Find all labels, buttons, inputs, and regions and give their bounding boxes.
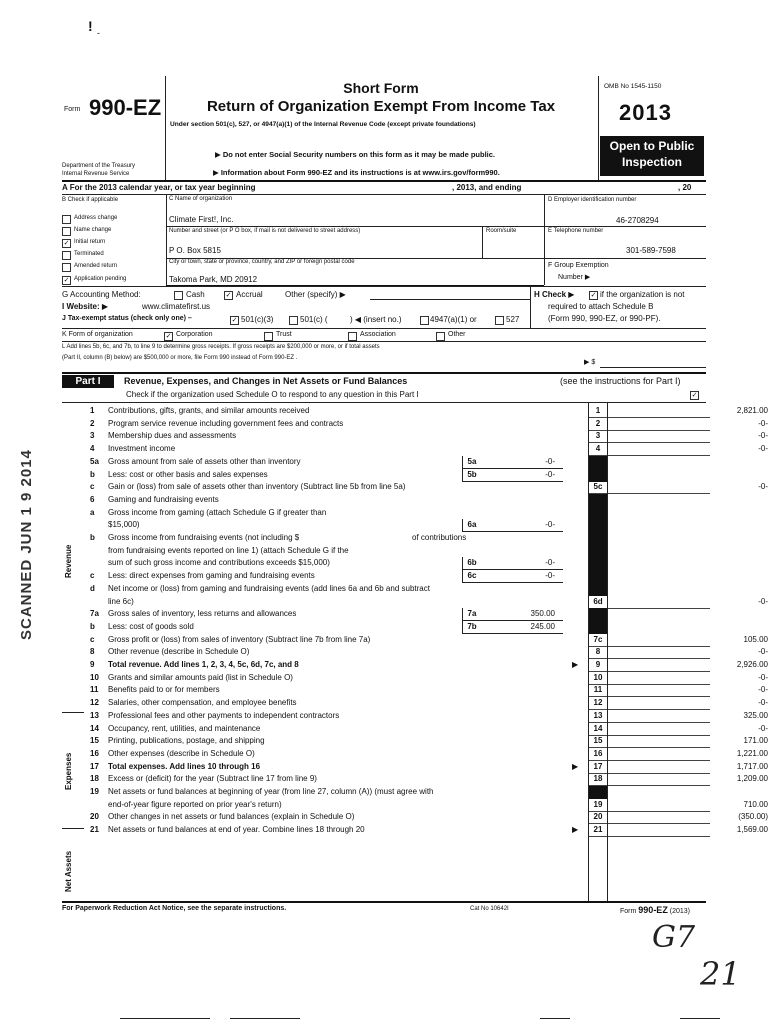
- line-number: c: [90, 571, 95, 581]
- line-number: 17: [90, 761, 99, 771]
- line-number: b: [90, 469, 95, 479]
- street-field[interactable]: P O. Box 5815: [169, 246, 221, 255]
- line-label: 19: [593, 799, 603, 809]
- line-description: Other changes in net assets or fund balances (explain in Schedule O): [108, 812, 355, 822]
- line-description: Gross profit or (loss) from sales of inventory (Subtract line 7b from line 7a): [108, 634, 371, 644]
- shaded-cell: [589, 583, 607, 596]
- line-number: 5a: [90, 456, 99, 466]
- line-number: 2: [90, 418, 95, 428]
- shaded-cell: [589, 532, 607, 545]
- line-number: 3: [90, 431, 95, 441]
- line-number: 18: [90, 774, 99, 784]
- sub-amount-field[interactable]: -0-: [545, 456, 555, 466]
- checkbox-application-pending[interactable]: ✓: [63, 277, 70, 284]
- line-row: [62, 596, 768, 608]
- line-amount-field[interactable]: -0-: [758, 431, 768, 441]
- line-amount-field[interactable]: -0-: [758, 482, 768, 492]
- label-501c3: 501(c)(3): [241, 315, 274, 324]
- ein-field[interactable]: 46-2708294: [616, 216, 659, 225]
- line-h-text-2: required to attach Schedule B: [548, 302, 654, 311]
- line-arrow: ▶: [572, 825, 579, 835]
- line-a: A For the 2013 calendar year, or tax year beginning: [62, 183, 256, 192]
- line-row: [62, 811, 768, 823]
- phone-field[interactable]: 301-589-7598: [626, 246, 676, 255]
- line-description: Contributions, gifts, grants, and similar amounts received: [108, 406, 310, 415]
- line-a-end: , 20: [678, 183, 692, 192]
- line-h-label: H Check ▶: [534, 290, 575, 299]
- label-amended-return: Amended return: [74, 263, 118, 269]
- line-row: [62, 557, 710, 569]
- line-description: Other expenses (describe in Schedule O): [108, 748, 255, 758]
- label-association: Association: [360, 331, 396, 338]
- line-amount-field[interactable]: -0-: [758, 723, 768, 733]
- sub-amount-box: [462, 621, 563, 634]
- checkbox-4947[interactable]: [420, 316, 429, 325]
- line-description: Less: cost or other basis and sales expenses: [108, 469, 268, 479]
- checkbox-schedule-b[interactable]: ✓: [590, 292, 597, 299]
- irs: Internal Revenue Service: [62, 171, 130, 177]
- scanned-stamp: SCANNED JUN 1 9 2014: [18, 449, 35, 640]
- label-4947: 4947(a)(1) or: [430, 315, 477, 324]
- line-row: [62, 824, 768, 836]
- shaded-cell: [589, 456, 607, 469]
- page-title: Return of Organization Exempt From Income Tax: [206, 98, 556, 115]
- line-l-end: ▶ $: [584, 359, 596, 366]
- ein-label: D Employer identification number: [548, 197, 637, 203]
- shaded-cell: [589, 494, 607, 507]
- line-number: d: [90, 583, 95, 593]
- line-description: Professional fees and other payments to independent contractors: [108, 710, 340, 720]
- city-label: City or town, state or province, country, and ZIP or foreign postal code: [169, 259, 355, 265]
- line-description: Investment income: [108, 444, 176, 454]
- shaded-cell: [589, 608, 607, 621]
- sub-amount-field[interactable]: -0-: [545, 520, 555, 530]
- label-other-specify: Other (specify) ▶: [285, 290, 346, 299]
- shaded-cell: [589, 621, 607, 634]
- org-form-label: K Form of organization: [62, 331, 133, 338]
- open-public-line2: Inspection: [621, 155, 682, 169]
- line-label: 13: [593, 710, 603, 720]
- line-label: 16: [593, 748, 603, 758]
- line-number: 21: [90, 825, 99, 835]
- label-application-pending: Application pending: [74, 276, 127, 282]
- website-label: I Website: ▶: [62, 302, 109, 311]
- line-row: [62, 773, 768, 785]
- line-label: 2: [595, 418, 601, 428]
- line-row: [62, 697, 768, 709]
- line-l-text1: L Add lines 5b, 6c, and 7b, to line 9 to determine gross receipts. If gross receipts are $200,000 or more, or if total assets: [62, 344, 380, 350]
- line-amount-field[interactable]: 1,221.00: [736, 748, 768, 758]
- label-initial-return: Initial return: [74, 239, 106, 245]
- line-amount-field[interactable]: -0-: [758, 444, 768, 454]
- line-row: [62, 786, 710, 798]
- line-description: Printing, publications, postage, and shipping: [108, 736, 265, 746]
- phone-label: E Telephone number: [548, 228, 604, 234]
- line-label: 18: [593, 774, 603, 784]
- shaded-cell: [589, 786, 607, 799]
- line-description: from fundraising events reported on line 1) (attach Schedule G if the: [108, 545, 349, 555]
- line-amount-field[interactable]: 171.00: [743, 736, 768, 746]
- label-corporation: Corporation: [176, 331, 213, 338]
- notice-ssn: ▶ Do not enter Social Security numbers on this form as it may be made public.: [215, 150, 495, 159]
- accounting-method-label: G Accounting Method:: [62, 290, 141, 299]
- sub-line-label: 7b: [467, 621, 477, 631]
- line-amount-field[interactable]: 2,926.00: [736, 660, 768, 669]
- part1-title-note: (see the instructions for Part I): [560, 376, 681, 386]
- side-label-revenue: Revenue: [64, 544, 73, 578]
- line-amount-field[interactable]: -0-: [758, 596, 768, 606]
- line-number: 11: [90, 685, 99, 695]
- line-description: Gross amount from sale of assets other than inventory: [108, 456, 301, 466]
- line-label: 10: [593, 672, 603, 682]
- line-row: [62, 545, 710, 557]
- handwriting-21: 21: [700, 955, 741, 993]
- sub-amount-box: [462, 570, 563, 583]
- shaded-cell: [589, 507, 607, 520]
- checkbox-501c3[interactable]: ✓: [231, 317, 238, 324]
- sub-amount-box: [462, 519, 563, 532]
- open-public-line1: Open to Public: [609, 139, 695, 153]
- line-amount-field[interactable]: 1,717.00: [736, 761, 768, 771]
- sub-amount-box: [462, 608, 563, 621]
- org-name-field[interactable]: Climate First!, Inc.: [169, 215, 234, 224]
- line-description: Gross income from fundraising events (not including $: [108, 533, 300, 542]
- line-description: Gaming and fundraising events: [108, 494, 219, 504]
- side-label-expenses: Expenses: [64, 752, 73, 790]
- line-number: 14: [90, 723, 99, 733]
- checkbox-other[interactable]: [436, 332, 445, 341]
- footer-paperwork: For Paperwork Reduction Act Notice, see the separate instructions.: [62, 905, 287, 912]
- label-address-change: Address change: [74, 215, 118, 221]
- line-label: 14: [593, 723, 603, 733]
- line-row: [62, 405, 768, 417]
- line-amount-field[interactable]: -0-: [758, 672, 768, 682]
- line-row: [62, 723, 768, 735]
- line-label: 21: [593, 825, 603, 835]
- line-label: 6d: [593, 596, 603, 606]
- line-description: Net income or (loss) from gaming and fundraising events (add lines 6a and 6b and subtract: [108, 583, 430, 593]
- line-label: 1: [595, 406, 601, 415]
- sub-amount-box: [462, 557, 563, 570]
- group-number-label: Number ▶: [558, 274, 591, 281]
- line-row: [62, 583, 710, 595]
- line-row: [62, 672, 768, 684]
- form-number: 990-EZ: [89, 95, 162, 120]
- shaded-cell: [589, 519, 607, 532]
- line-arrow: ▶: [572, 761, 579, 771]
- line-description: Grants and similar amounts paid (list in Schedule O): [108, 672, 293, 682]
- line-amount-field[interactable]: 1,209.00: [736, 774, 768, 784]
- tax-year: 2013: [619, 100, 672, 125]
- sub-line-label: 5b: [467, 469, 477, 479]
- sub-line-label: 7a: [467, 609, 477, 619]
- title-short: Short Form: [343, 80, 419, 96]
- label-527: 527: [506, 315, 520, 324]
- line-number: 12: [90, 698, 99, 708]
- line-tail: of contributions: [412, 533, 467, 542]
- line-number: c: [90, 634, 95, 644]
- line-description: Total expenses. Add lines 10 through 16: [108, 761, 261, 771]
- line-label: 12: [593, 698, 603, 708]
- part1-tag: Part I: [62, 375, 114, 388]
- line-amount-field[interactable]: 325.00: [743, 710, 768, 720]
- line-number: 16: [90, 748, 99, 758]
- line-description: Total revenue. Add lines 1, 2, 3, 4, 5c, 6d, 7c, and 8: [108, 660, 299, 669]
- checkbox-amended-return[interactable]: [62, 263, 71, 272]
- sub-amount-field[interactable]: -0-: [545, 558, 555, 568]
- line-description: Gross income from gaming (attach Schedule G if greater than: [108, 507, 327, 517]
- line-row: [62, 621, 710, 633]
- line-number: 4: [90, 444, 95, 454]
- line-label: 17: [593, 761, 603, 771]
- sub-line-label: 5a: [467, 456, 477, 466]
- line-number: b: [90, 533, 95, 542]
- line-label: 11: [593, 685, 603, 695]
- footer-form: [620, 905, 690, 915]
- sub-amount-field[interactable]: 245.00: [530, 621, 555, 631]
- tax-exempt-label: [62, 315, 192, 322]
- line-number: 15: [90, 736, 99, 746]
- line-amount-field[interactable]: 710.00: [743, 799, 768, 809]
- tax-exempt-label-text: J Tax-exempt status (check only one) –: [62, 315, 192, 322]
- footer-form-year: (2013): [669, 908, 690, 915]
- sub-line-label: 6c: [467, 571, 477, 581]
- line-number: 8: [90, 647, 95, 657]
- line-description: Less: cost of goods sold: [108, 621, 194, 631]
- checkbox-association[interactable]: [348, 332, 357, 341]
- under-section: Under section 501(c), 527, or 4947(a)(1) of the Internal Revenue Code (except private foundations): [170, 121, 476, 128]
- line-row: [62, 507, 710, 519]
- line-row: [62, 684, 768, 696]
- section-b-label: B Check if applicable: [62, 197, 119, 203]
- line-row: [62, 735, 768, 747]
- line-row: [62, 570, 710, 582]
- sub-amount-field[interactable]: -0-: [545, 571, 555, 581]
- checkbox-name-change[interactable]: [62, 227, 71, 236]
- line-l-text2: (Part II, column (B) below) are $500,000 or more, file Form 990 instead of Form 990-EZ .: [62, 355, 298, 361]
- room-suite-label: Room/suite: [486, 228, 517, 234]
- line-label: 9: [595, 660, 601, 669]
- line-amount-field[interactable]: 105.00: [743, 634, 768, 644]
- line-row: [62, 418, 768, 430]
- handwriting-g7: G7: [652, 920, 696, 955]
- sub-line-label: 6b: [467, 558, 477, 568]
- line-number: 13: [90, 710, 99, 720]
- label-cash: Cash: [186, 290, 205, 299]
- line-amount-field[interactable]: (350.00): [738, 812, 768, 822]
- line-description: Salaries, other compensation, and employee benefits: [108, 698, 297, 708]
- line-description: Gain or (loss) from sale of assets other than inventory (Subtract line 5b from line 5a): [108, 482, 406, 492]
- checkbox-corporation[interactable]: ✓: [165, 333, 172, 340]
- sub-amount-field[interactable]: 350.00: [530, 609, 555, 619]
- line-description: $15,000): [108, 520, 140, 530]
- checkbox-address-change[interactable]: [62, 215, 71, 224]
- checkbox-527[interactable]: [495, 316, 504, 325]
- line-number: 7a: [90, 609, 99, 619]
- line-row: [62, 748, 768, 760]
- label-insert-no: ) ◀ (insert no.): [350, 315, 402, 324]
- label-trust: Trust: [276, 331, 292, 338]
- line-amount-field[interactable]: -0-: [758, 647, 768, 657]
- line-number: c: [90, 482, 95, 492]
- line-label: 7c: [593, 634, 603, 644]
- line-label: 8: [595, 647, 601, 657]
- sub-line-label: 6a: [467, 520, 477, 530]
- line-number: a: [90, 507, 95, 517]
- line-number: 9: [90, 660, 95, 669]
- street-label: Number and street (or P O box, if mail is not delivered to street address): [169, 228, 361, 234]
- line-row: [62, 481, 768, 493]
- line-a-mid: , 2013, and ending: [452, 183, 522, 192]
- website-field[interactable]: www.climatefirst.us: [142, 302, 211, 311]
- line-amount-field[interactable]: 2,821.00: [736, 406, 768, 415]
- line-row: [62, 646, 768, 658]
- line-label: 15: [593, 736, 603, 746]
- checkbox-trust[interactable]: [264, 332, 273, 341]
- form-prefix: Form: [64, 106, 81, 113]
- line-description: Less: direct expenses from gaming and fundraising events: [108, 571, 315, 581]
- top-mark-2: -: [97, 28, 100, 38]
- line-number: 10: [90, 672, 99, 682]
- shaded-cell: [589, 570, 607, 583]
- line-row: [62, 443, 768, 455]
- checkbox-accrual[interactable]: ✓: [225, 292, 232, 299]
- footer-form-prefix: Form: [620, 908, 637, 915]
- line-description: Gross sales of inventory, less returns and allowances: [108, 609, 297, 619]
- line-row: [62, 761, 768, 773]
- city-field[interactable]: Takoma Park, MD 20912: [169, 275, 258, 284]
- checkbox-501c[interactable]: [289, 316, 298, 325]
- line-amount-field[interactable]: -0-: [758, 418, 768, 428]
- org-name-label: C Name of organization: [169, 196, 233, 202]
- line-label: 5c: [593, 482, 603, 492]
- line-description: Other revenue (describe in Schedule O): [108, 647, 250, 657]
- top-mark: !: [88, 18, 93, 34]
- line-description: Excess or (deficit) for the year (Subtract line 17 from line 9): [108, 774, 317, 784]
- label-501c: 501(c) (: [300, 315, 328, 324]
- side-label-net-assets: Net Assets: [64, 850, 73, 892]
- line-row: [62, 659, 768, 671]
- label-terminated: Terminated: [74, 251, 104, 257]
- checkbox-schedule-o-part1[interactable]: ✓: [691, 392, 698, 399]
- line-row: [62, 608, 710, 620]
- line-description: Membership dues and assessments: [108, 431, 237, 441]
- line-row: [62, 634, 768, 646]
- line-description: Net assets or fund balances at beginning of year (from line 27, column (A)) (must agree with: [108, 787, 434, 796]
- notice-info: ▶ Information about Form 990-EZ and its instructions is at www.irs.gov/form990.: [213, 168, 500, 177]
- line-label: 3: [595, 431, 601, 441]
- footer-cat: Cat No 10642I: [470, 906, 509, 912]
- line-description: Benefits paid to or for members: [108, 685, 220, 695]
- sub-amount-box: [462, 456, 563, 469]
- sub-amount-field[interactable]: -0-: [545, 469, 555, 479]
- line-row: [62, 430, 768, 442]
- line-row: [62, 799, 768, 811]
- line-number: 1: [90, 406, 95, 415]
- line-arrow: ▶: [572, 660, 579, 669]
- line-number: 20: [90, 812, 99, 822]
- checkbox-initial-return[interactable]: ✓: [63, 240, 70, 247]
- label-accrual: Accrual: [236, 290, 263, 299]
- label-name-change: Name change: [74, 227, 112, 233]
- line-description: Occupancy, rent, utilities, and maintenance: [108, 723, 261, 733]
- part1-check-line: Check if the organization used Schedule O to respond to any question in this Part I: [126, 390, 419, 399]
- line-row: [62, 456, 710, 468]
- part1-title: Revenue, Expenses, and Changes in Net Assets or Fund Balances: [124, 376, 408, 386]
- line-number: b: [90, 621, 95, 631]
- line-amount-field[interactable]: 1,569.00: [736, 825, 768, 835]
- sub-amount-box: [462, 469, 563, 482]
- line-row: [62, 519, 710, 531]
- department: Department of the Treasury: [62, 163, 136, 169]
- shaded-cell: [589, 545, 607, 558]
- line-row: [62, 494, 710, 506]
- label-other: Other: [448, 331, 466, 338]
- line-description: sum of such gross income and contributions exceeds $15,000): [108, 558, 330, 568]
- line-number: 6: [90, 494, 95, 504]
- group-exemption-label: F Group Exemption: [548, 262, 609, 269]
- line-number: 19: [90, 787, 99, 796]
- line-label: 4: [595, 444, 601, 454]
- line-label: 20: [593, 812, 603, 822]
- line-amount-field[interactable]: -0-: [758, 685, 768, 695]
- shaded-cell: [589, 469, 607, 482]
- footer-form-number: 990-EZ: [638, 905, 668, 915]
- line-description: line 6c): [108, 596, 134, 606]
- omb-number: OMB No 1545-1150: [604, 83, 662, 90]
- line-row: [62, 469, 710, 481]
- checkbox-cash[interactable]: [174, 291, 183, 300]
- line-description: end-of-year figure reported on prior year's return): [108, 799, 282, 809]
- line-amount-field[interactable]: -0-: [758, 698, 768, 708]
- checkbox-terminated[interactable]: [62, 251, 71, 260]
- line-row: [62, 532, 710, 544]
- line-h-text: if the organization is not: [600, 290, 685, 299]
- line-h-text-3: (Form 990, 990-EZ, or 990-PF).: [548, 314, 661, 323]
- line-description: Net assets or fund balances at end of year. Combine lines 18 through 20: [108, 825, 365, 835]
- line-row: [62, 710, 768, 722]
- line-description: Program service revenue including government fees and contracts: [108, 418, 344, 428]
- shaded-cell: [589, 557, 607, 570]
